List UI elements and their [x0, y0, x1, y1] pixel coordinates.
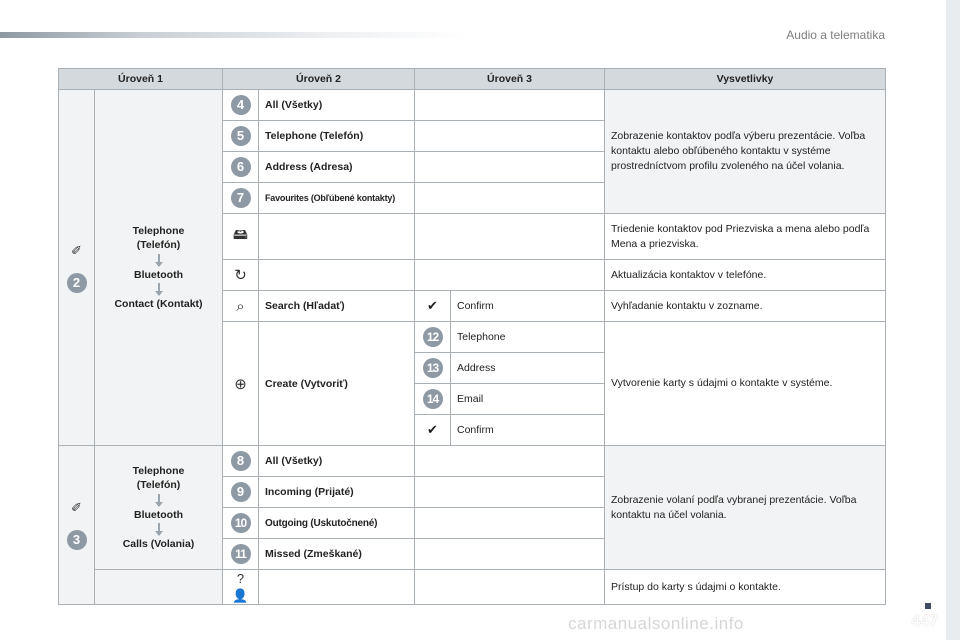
- empty-cell: [415, 570, 605, 605]
- step-badge: 9: [231, 482, 251, 502]
- level2-calls-cell: [95, 446, 223, 570]
- step-badge: 13: [423, 358, 443, 378]
- badge-cell: [223, 121, 259, 152]
- badge-cell: [223, 446, 259, 477]
- level2-contact: Contact (Kontakt): [114, 297, 203, 310]
- option-label: Outgoing (Uskutočnené): [259, 508, 415, 539]
- description-cell: Triedenie kontaktov pod Priezviska a mena alebo podľa Mena a priezviska.: [605, 214, 886, 260]
- badge-cell: [223, 477, 259, 508]
- level2-bluetooth: Bluetooth: [134, 508, 183, 521]
- empty-cell: [415, 477, 605, 508]
- arrow-down-icon: [155, 523, 163, 536]
- empty-cell: [415, 90, 605, 121]
- badge-cell: [415, 322, 451, 353]
- option-label: Confirm: [451, 291, 605, 322]
- empty-cell: [259, 214, 415, 260]
- arrow-down-icon: [155, 254, 163, 267]
- column-header-legend: Vysvetlivky: [605, 69, 886, 90]
- check-cell: [415, 291, 451, 322]
- step-badge: 2: [67, 273, 87, 293]
- section-title: Audio a telematika: [786, 28, 885, 42]
- column-header-level2: Úroveň 2: [223, 69, 415, 90]
- column-header-level1: Úroveň 1: [59, 69, 223, 90]
- check-cell: [415, 415, 451, 446]
- refresh-icon: ↻: [234, 267, 247, 284]
- add-circle-icon: ⊕: [234, 375, 247, 393]
- checkmark-icon: ✔: [427, 298, 438, 313]
- option-label: Create (Vytvoriť): [259, 322, 415, 446]
- checkmark-icon: ✔: [427, 422, 438, 437]
- step-badge: 4: [231, 95, 251, 115]
- refresh-icon-cell: [223, 260, 259, 291]
- badge-cell: [223, 508, 259, 539]
- description-cell: Zobrazenie kontaktov podľa výberu prezentácie. Voľba kontaktu alebo obľúbeného kontaktu v systéme prostredníctvom profilu zvoleného na účel volania.: [605, 90, 886, 214]
- search-icon: ⌕: [236, 297, 245, 315]
- option-label: Telephone (Telefón): [259, 121, 415, 152]
- arrow-down-icon: [155, 494, 163, 507]
- page-edge-bar: [946, 0, 960, 640]
- option-label: All (Všetky): [259, 446, 415, 477]
- badge-cell: [223, 183, 259, 214]
- step-badge: 3: [67, 530, 87, 550]
- table-row: [59, 446, 886, 477]
- option-label: Incoming (Prijaté): [259, 477, 415, 508]
- badge-cell: [415, 384, 451, 415]
- option-label: Favourites (Obľúbené kontakty): [259, 183, 415, 214]
- option-label: Search (Hľadať): [259, 291, 415, 322]
- step-badge: 10: [231, 513, 251, 533]
- option-label: Email: [451, 384, 605, 415]
- option-label: Confirm: [451, 415, 605, 446]
- empty-cell: [415, 121, 605, 152]
- step-badge: 8: [231, 451, 251, 471]
- watermark: carmanualsonline.info: [568, 614, 744, 633]
- level2-contacts-cell: [95, 90, 223, 446]
- arrow-down-icon: [155, 283, 163, 296]
- description-cell: Vytvorenie karty s údajmi o kontakte v systéme.: [605, 322, 886, 446]
- description-cell: Zobrazenie volaní podľa vybranej prezentácie. Voľba kontaktu na účel volania.: [605, 446, 886, 570]
- option-label: All (Všetky): [259, 90, 415, 121]
- step-badge: 14: [423, 389, 443, 409]
- badge-cell: [223, 539, 259, 570]
- step-badge: 7: [231, 188, 251, 208]
- empty-cell: [95, 570, 223, 605]
- sort-contacts-icon: 🖴: [232, 226, 249, 243]
- table-row: [59, 90, 886, 121]
- page-number: 447: [911, 613, 938, 630]
- empty-cell: [259, 570, 415, 605]
- pen-icon: ✐: [71, 242, 82, 258]
- empty-cell: [415, 539, 605, 570]
- search-icon-cell: [223, 291, 259, 322]
- header-accent-bar: [0, 32, 470, 38]
- empty-cell: [415, 260, 605, 291]
- level2-calls: Calls (Volania): [122, 537, 195, 550]
- level2-telephone: Telephone: [132, 225, 185, 238]
- column-header-level3: Úroveň 3: [415, 69, 605, 90]
- description-cell: Vyhľadanie kontaktu v zozname.: [605, 291, 886, 322]
- contact-card-icon: ?👤: [232, 571, 249, 603]
- menu-table: [58, 68, 886, 605]
- table-row: [59, 570, 886, 605]
- badge-cell: [415, 353, 451, 384]
- step-badge: 6: [231, 157, 251, 177]
- pen-icon: ✐: [71, 500, 82, 515]
- empty-cell: [415, 152, 605, 183]
- option-label: Missed (Zmeškané): [259, 539, 415, 570]
- empty-cell: [415, 446, 605, 477]
- option-label: Address: [451, 353, 605, 384]
- empty-cell: [415, 183, 605, 214]
- contact-card-icon-cell: [223, 570, 259, 605]
- level1-calls-cell: [59, 446, 95, 605]
- badge-cell: [223, 90, 259, 121]
- sort-icon-cell: [223, 214, 259, 260]
- empty-cell: [415, 508, 605, 539]
- page-marker: [925, 603, 931, 609]
- step-badge: 12: [423, 327, 443, 347]
- level1-contacts-cell: [59, 90, 95, 446]
- table-header-row: [59, 69, 886, 90]
- step-badge: 11: [231, 544, 251, 564]
- badge-cell: [223, 152, 259, 183]
- option-label: Telephone: [451, 322, 605, 353]
- description-cell: Aktualizácia kontaktov v telefóne.: [605, 260, 886, 291]
- option-label: Address (Adresa): [259, 152, 415, 183]
- level2-telephone: Telephone: [132, 465, 185, 478]
- level2-telephone-sk: (Telefón): [136, 479, 181, 492]
- description-cell: Prístup do karty s údajmi o kontakte.: [605, 570, 886, 605]
- step-badge: 5: [231, 126, 251, 146]
- empty-cell: [415, 214, 605, 260]
- level2-bluetooth: Bluetooth: [134, 268, 183, 281]
- add-icon-cell: [223, 322, 259, 446]
- empty-cell: [259, 260, 415, 291]
- level2-telephone-sk: (Telefón): [136, 239, 181, 252]
